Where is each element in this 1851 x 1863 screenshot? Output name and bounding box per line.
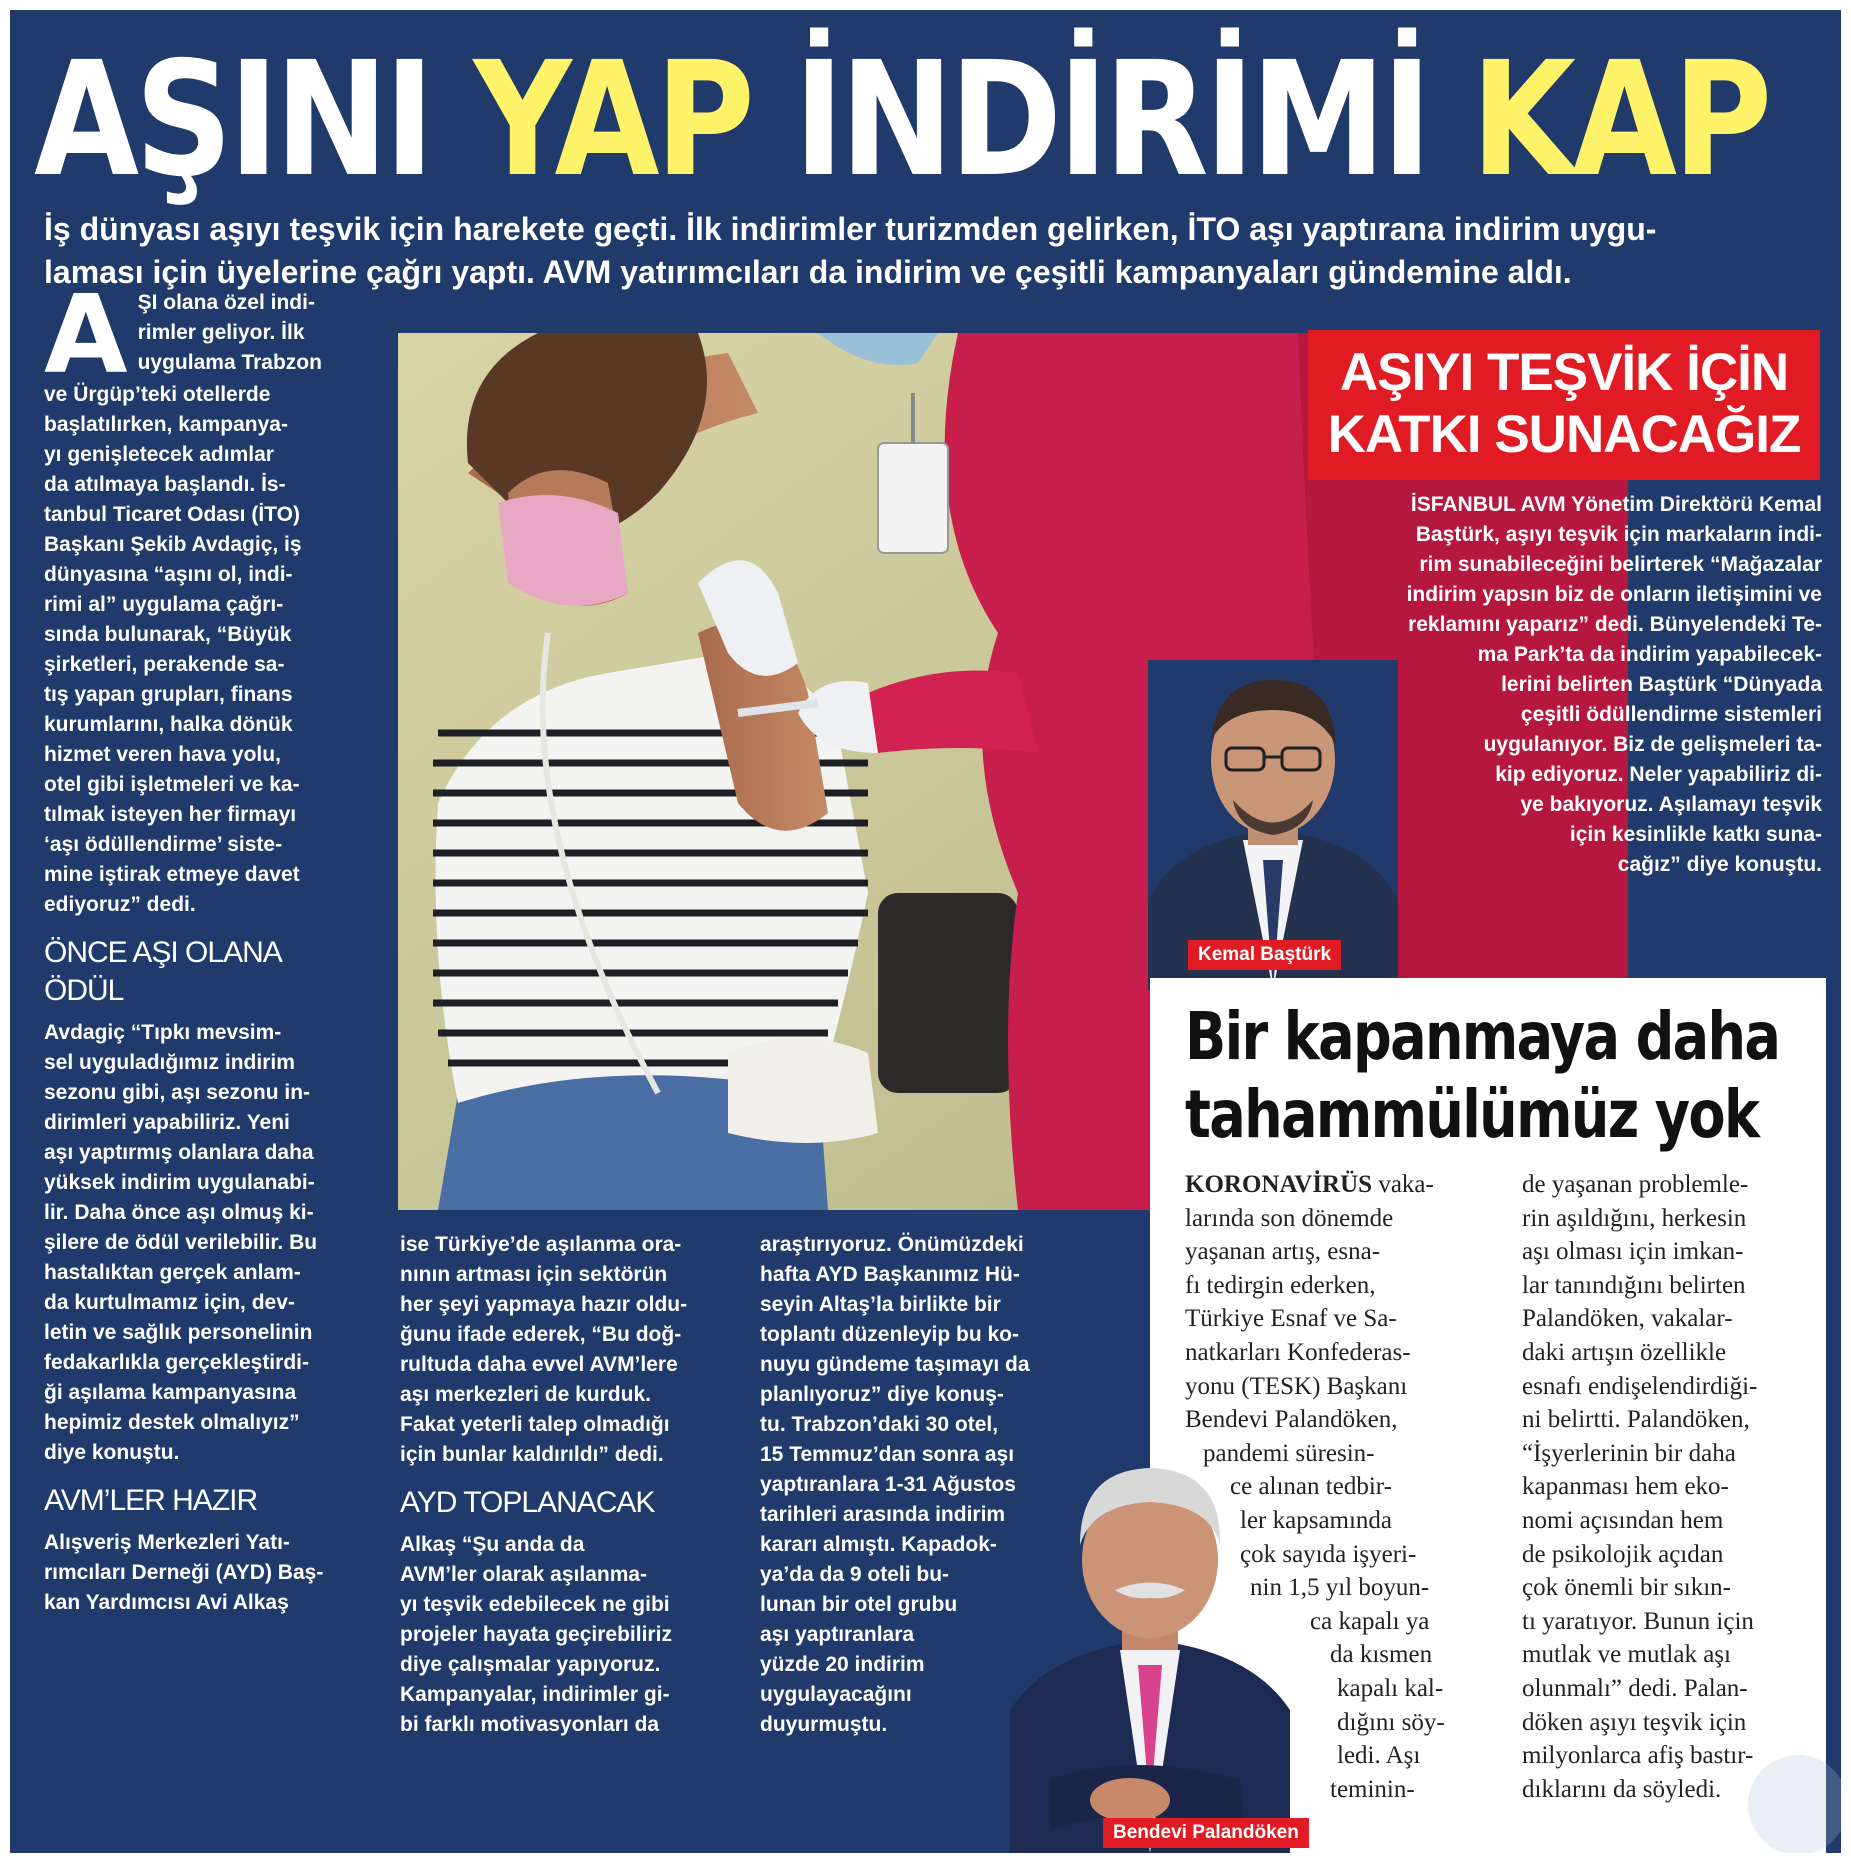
text-line: nin 1,5 yıl boyun- [1250, 1574, 1430, 1602]
text-line: fedakarlıkla gerçekleştirdi- [44, 1351, 309, 1374]
subheading-avmler-hazir: AVM’LER HAZIR [44, 1484, 258, 1517]
text-line: ğunu ifade ederek, “Bu doğ- [400, 1323, 682, 1346]
text-line: nuyu gündeme taşımayı da [760, 1353, 1030, 1376]
text-line: ve Ürgüp’teki otellerde [44, 383, 271, 406]
text-line: otel gibi işletmeleri ve ka- [44, 773, 300, 796]
tesk-column-right [1522, 1168, 1822, 1806]
text-line: rultuda daha evvel AVM’lere [400, 1353, 678, 1376]
sidebar-title-line-1: AŞIYI TEŞVİK İÇİN [1339, 343, 1789, 402]
text-line: tarihleri arasında indirim [760, 1503, 1006, 1526]
text-line: uygulanıyor. Biz de gelişmeleri ta- [1483, 733, 1822, 756]
text-line: Palandöken, vakalar- [1522, 1305, 1733, 1333]
text-line: Başkanı Şekib Avdagiç, iş [44, 533, 302, 556]
lead-line: laması için üyelerine çağrı yaptı. AVM yatırımcıları da indirim ve çeşitli kampanyaları gündemine aldı. [44, 254, 1572, 290]
text-line: kapalı kal- [1337, 1674, 1444, 1702]
text-line: Alışveriş Merkezleri Yatı- [44, 1531, 290, 1554]
text-line: mine iştirak etmeye davet [44, 863, 300, 886]
text-line: rımcıları Derneği (AYD) Baş- [44, 1561, 324, 1584]
text-line: döken aşıyı teşvik için [1522, 1708, 1747, 1736]
title-line-2: tahammülümüz yok [1185, 1076, 1759, 1153]
text-line: sel uyguladığımız indirim [44, 1051, 295, 1074]
text-line: diye konuştu. [44, 1441, 180, 1464]
text-line: ma Park’ta da indirim yapabilecek- [1477, 643, 1822, 666]
text-line: ediyoruz” dedi. [44, 893, 196, 916]
text-line: lerini belirten Baştürk “Dünyada [1501, 673, 1822, 696]
text-line: ce alınan tedbir- [1230, 1473, 1392, 1501]
text-line: planlıyoruz” diye konuş- [760, 1383, 1004, 1406]
text-line: da kurtulmamız için, dev- [44, 1291, 295, 1314]
text-line: tılmak isteyen her firmayı [44, 803, 297, 826]
text-line: diye çalışmalar yapıyoruz. [400, 1653, 661, 1676]
text-line: daki artışın özellikle [1522, 1338, 1727, 1366]
headline-word-2: YAP [473, 28, 751, 212]
text-line [1185, 1168, 1485, 1202]
text-line: fı tedirgin ederken, [1185, 1271, 1376, 1299]
watermark-seal [1748, 1755, 1841, 1853]
title-line-1: Bir kapanmaya daha [1185, 998, 1780, 1075]
text-line: “İşyerlerinin bir daha [1522, 1439, 1736, 1467]
text-line: aşı yaptıranlara [760, 1623, 915, 1646]
subheading-once-asi: ÖNCE AŞI OLANA ÖDÜL [44, 936, 281, 1007]
text-line: esnafı endişelendirdiği- [1522, 1372, 1758, 1400]
drop-cap: A [44, 273, 128, 398]
text-line: ye bakıyoruz. Aşılamayı teşvik [1520, 793, 1822, 816]
text-line: için bunlar kaldırıldı” dedi. [400, 1443, 664, 1466]
article-column-2 [400, 1230, 720, 1740]
text-line: ya’da da 9 oteli bu- [760, 1563, 950, 1586]
text-line: ŞI olana özel indi- [137, 291, 315, 314]
text-line: aşı olması için imkan- [1522, 1238, 1744, 1266]
text-line: sezonu gibi, aşı sezonu in- [44, 1081, 311, 1104]
portrait-illustration [1010, 1450, 1290, 1853]
text-line: şirketleri, perakende sa- [44, 653, 285, 676]
kemal-basturk-caption: Kemal Baştürk [1188, 940, 1341, 970]
text-line: lar tanındığını belirten [1522, 1271, 1746, 1299]
text-line: Alkaş “Şu anda da [400, 1533, 585, 1556]
tesk-article-title [1185, 998, 1780, 1154]
text-line: da atılmaya başlandı. İs- [44, 473, 286, 496]
text-line: larında son dönemde [1185, 1204, 1394, 1232]
text-line: pandemi süresin- [1203, 1439, 1375, 1467]
lead-word: KORONAVİRÜS [1185, 1171, 1373, 1198]
text-line: şilere de ödül verilebilir. Bu [44, 1231, 318, 1254]
text-line: hepimiz destek olmalıyız” [44, 1411, 300, 1434]
text-line: uygulayacağını [760, 1683, 912, 1706]
text-line: seyin Altaş’la birlikte bir [760, 1293, 1001, 1316]
text-line: indirim yapsın biz de onların iletişimini ve [1406, 583, 1822, 606]
text-line: dünyasına “aşını ol, indi- [44, 563, 293, 586]
text-line: ca kapalı ya [1310, 1607, 1430, 1635]
sidebar-text [1300, 490, 1822, 880]
text-line: cağız” diye konuştu. [1617, 853, 1822, 876]
sidebar-title-line-2: KATKI SUNACAĞIZ [1327, 405, 1801, 464]
headline-word-1: AŞINI [34, 28, 431, 212]
text-line: hizmet veren hava yolu, [44, 743, 281, 766]
text-line: kapanması hem eko- [1522, 1473, 1729, 1501]
text-line: ise Türkiye’de aşılanma ora- [400, 1233, 682, 1256]
text-line: için kesinlikle katkı suna- [1569, 823, 1822, 846]
text-line: Fakat yeterli talep olmadığı [400, 1413, 670, 1436]
text-line: nının artması için sektörün [400, 1263, 668, 1286]
text-line: Türkiye Esnaf ve Sa- [1185, 1305, 1397, 1333]
text-line: ‘aşı ödüllendirme’ siste- [44, 833, 283, 856]
text-line: yüzde 20 indirim [760, 1653, 925, 1676]
text-line: Kampanyalar, indirimler gi- [400, 1683, 670, 1706]
text-line: teminin- [1330, 1775, 1415, 1803]
text-line: her şeyi yapmaya hazır oldu- [400, 1293, 688, 1316]
intro-paragraph [44, 273, 364, 920]
text-line: aşı yaptırmış olanlara daha [44, 1141, 314, 1164]
text-line: da kısmen [1330, 1641, 1433, 1669]
text-line: başlatılırken, kampanya- [44, 413, 288, 436]
text-line: rimler geliyor. İlk [137, 321, 305, 344]
text-line: duyurmuştu. [760, 1713, 888, 1736]
bendevi-palandoken-portrait [1010, 1450, 1290, 1853]
text-line: milyonlarca afiş bastır- [1522, 1742, 1754, 1770]
text-line: dıklarını da söyledi. [1522, 1775, 1722, 1803]
text-line: çok önemli bir sıkın- [1522, 1574, 1731, 1602]
text-line: letin ve sağlık personelinin [44, 1321, 313, 1344]
text-line: uygulama Trabzon [137, 351, 322, 374]
text-line: de yaşanan problemle- [1522, 1171, 1749, 1198]
text-line: çeşitli ödüllendirme sistemleri [1520, 703, 1822, 726]
text-line: Bendevi Palandöken, [1185, 1406, 1398, 1434]
text-line: aşı merkezleri de kurduk. [400, 1383, 651, 1406]
text-line: tanbul Ticaret Odası (İTO) [44, 503, 300, 526]
text-line: de psikolojik açıdan [1522, 1540, 1724, 1568]
text-line: AVM’ler olarak aşılanma- [400, 1563, 648, 1586]
text-line: hafta AYD Başkanımız Hü- [760, 1263, 1020, 1286]
text-line: dığını söy- [1337, 1708, 1445, 1736]
text-line: ler kapsamında [1240, 1506, 1393, 1534]
text-line: Baştürk, aşıyı teşvik için markaların indi- [1415, 523, 1822, 546]
text-line: olunmalı” dedi. Palan- [1522, 1674, 1748, 1702]
text-line: ği aşılama kampanyasına [44, 1381, 297, 1404]
headline-word-4: KAP [1470, 28, 1768, 212]
text-line: rim sunabileceğini belirterek “Mağazalar [1419, 553, 1822, 576]
bendevi-palandoken-caption: Bendevi Palandöken [1103, 1818, 1309, 1848]
text-line: kan Yardımcısı Avi Alkaş [44, 1591, 289, 1614]
text-line: araştırıyoruz. Önümüzdeki [760, 1233, 1024, 1256]
text-line: yonu (TESK) Başkanı [1185, 1372, 1408, 1400]
article-column-1 [44, 273, 364, 1618]
headline [34, 28, 1768, 212]
text-line: hastalıktan gerçek anlam- [44, 1261, 301, 1284]
subheading-ayd-toplanacak: AYD TOPLANACAK [400, 1486, 655, 1519]
text-line: nomi açısından hem [1522, 1506, 1724, 1534]
text-line: lunan bir otel grubu [760, 1593, 958, 1616]
headline-word-3: İNDİRİMİ [793, 28, 1428, 212]
text-line: rin aşıldığını, herkesin [1522, 1204, 1747, 1232]
lead-line: İş dünyası aşıyı teşvik için harekete geçti. İlk indirimler turizmden gelirken, İTO aşı yaptırana indirim uygu- [44, 211, 1657, 247]
text-line: tu. Trabzon’daki 30 otel, [760, 1413, 999, 1436]
text-line: yı teşvik edebilecek ne gibi [400, 1593, 670, 1616]
text-line: bi farklı motivasyonları da [400, 1713, 660, 1736]
text-fragment: vaka- [1372, 1171, 1434, 1198]
lead-paragraph [44, 208, 1804, 294]
text-line: kurumlarını, halka dönük [44, 713, 293, 736]
text-line: çok sayıda işyeri- [1240, 1540, 1417, 1568]
text-line: İSFANBUL AVM Yönetim Direktörü Kemal [1410, 493, 1822, 516]
text-line: yaptıranlara 1-31 Ağustos [760, 1473, 1016, 1496]
text-line: tı yaratıyor. Bunun için [1522, 1607, 1754, 1635]
text-line: ni belirtti. Palandöken, [1522, 1406, 1750, 1434]
text-line: yı genişletecek adımlar [44, 443, 274, 466]
newspaper-page [10, 10, 1841, 1853]
paragraph-3 [44, 1528, 364, 1618]
text-line: yüksek indirim uygulanabi- [44, 1171, 315, 1194]
text-line: lir. Daha önce aşı olmuş ki- [44, 1201, 314, 1224]
text-line: 15 Temmuz’dan sonra aşı [760, 1443, 1015, 1466]
text-line: kararı almıştı. Kapadok- [760, 1533, 997, 1556]
text-line: sında bulunarak, “Büyük [44, 623, 292, 646]
text-line: Avdagiç “Tıpkı mevsim- [44, 1021, 282, 1044]
text-line: reklamını yaparız” dedi. Bünyelendeki Te- [1408, 613, 1822, 636]
text-line: mutlak ve mutlak aşı [1522, 1641, 1731, 1669]
paragraph-2 [44, 1018, 364, 1468]
sidebar-title-box [1308, 330, 1820, 480]
text-line: projeler hayata geçirebiliriz [400, 1623, 672, 1646]
paragraph-2 [400, 1530, 720, 1740]
text-line: toplantı düzenleyip bu ko- [760, 1323, 1019, 1346]
text-line: kip ediyoruz. Neler yapabiliriz di- [1495, 763, 1822, 786]
text-line: tış yapan grupları, finans [44, 683, 293, 706]
text-line: natkarları Konfederas- [1185, 1338, 1411, 1366]
text-line: dirimleri yapabiliriz. Yeni [44, 1111, 290, 1134]
text-line: yaşanan artış, esna- [1185, 1238, 1381, 1266]
paragraph-1 [400, 1230, 720, 1470]
text-line: rimi al” uygulama çağrı- [44, 593, 284, 616]
text-line: ledi. Aşı [1337, 1742, 1421, 1770]
